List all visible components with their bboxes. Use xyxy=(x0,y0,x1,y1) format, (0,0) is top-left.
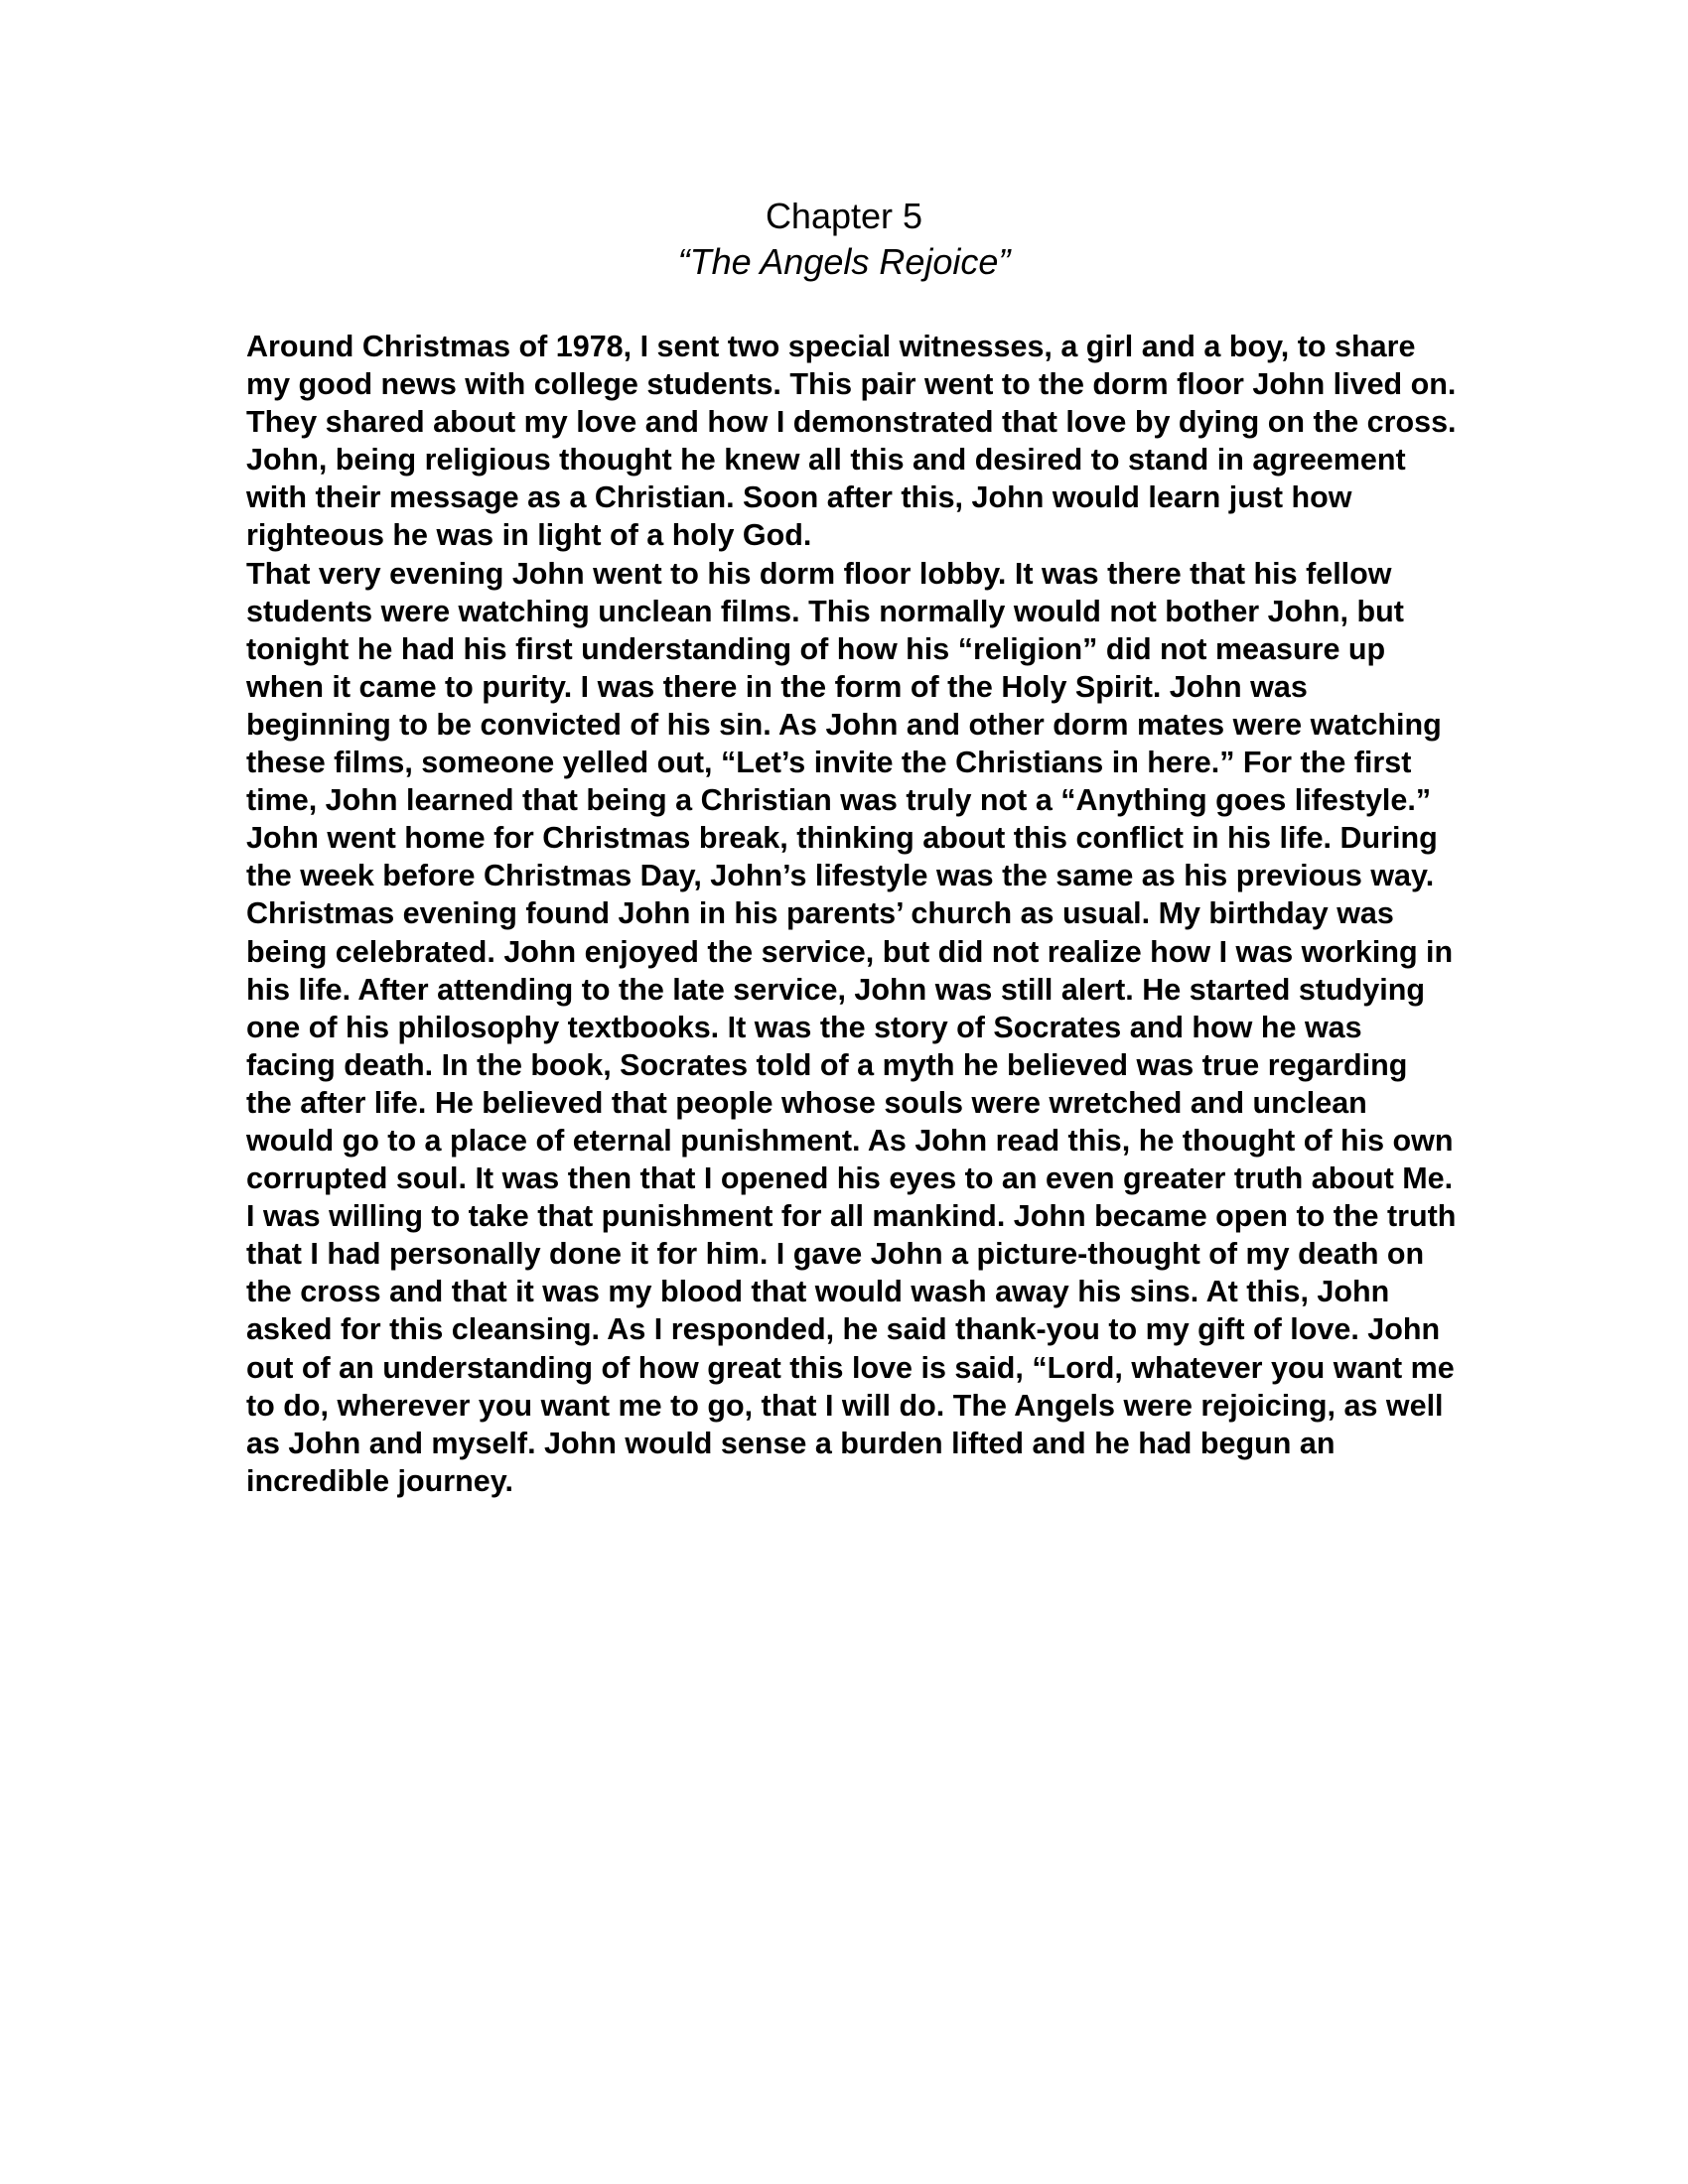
paragraph: That very evening John went to his dorm floor lobby. It was there that his fellow students were watching unclean films. This normally would not bother John, but tonight he had his first understanding of how his “religion” did not measure up when it came to purity. I was there in the form of the Holy Spirit. John was beginning to be convicted of his sin. As John and other dorm mates were watching these films, someone yelled out, “Let’s invite the Christians in here.” For the first time, John learned that being a Christian was truly not a “Anything goes lifestyle.” xyxy=(246,556,1442,818)
chapter-title: “The Angels Rejoice” xyxy=(677,241,1011,282)
chapter-number: Chapter 5 xyxy=(765,196,923,236)
chapter-header xyxy=(0,194,1688,285)
paragraph: John went home for Christmas break, thinking about this conflict in his life. During the week before Christmas Day, John’s lifestyle was the same as his previous way. Christmas evening found John in his parents’ church as usual. My birthday was being celebrated. John enjoyed the service, but did not realize how I was working in his life. After attending to the late service, John was still alert. He started studying one of his philosophy textbooks. It was the story of Socrates and how he was facing death. In the book, Socrates told of a myth he believed was true regarding the after life. He believed that people whose souls were wretched and unclean would go to a place of eternal punishment. As John read this, he thought of his own corrupted soul. It was then that I opened his eyes to an even greater truth about Me. I was willing to take that punishment for all mankind. John became open to the truth that I had personally done it for him. I gave John a picture-thought of my death on the cross and that it was my blood that would wash away his sins. At this, John asked for this cleansing. As I responded, he said thank-you to my gift of love. John out of an understanding of how great this love is said, “Lord, whatever you want me to do, wherever you want me to go, that I will do. The Angels were rejoicing, as well as John and myself. John would sense a burden lifted and he had begun an incredible journey. xyxy=(246,821,1457,1498)
paragraph: Around Christmas of 1978, I sent two special witnesses, a girl and a boy, to share my good news with college students. This pair went to the dorm floor John lived on. They shared about my love and how I demonstrated that love by dying on the cross. John, being religious thought he knew all this and desired to stand in agreement with their message as a Christian. Soon after this, John would learn just how righteous he was in light of a holy God. xyxy=(246,330,1457,553)
chapter-body xyxy=(246,328,1458,1500)
